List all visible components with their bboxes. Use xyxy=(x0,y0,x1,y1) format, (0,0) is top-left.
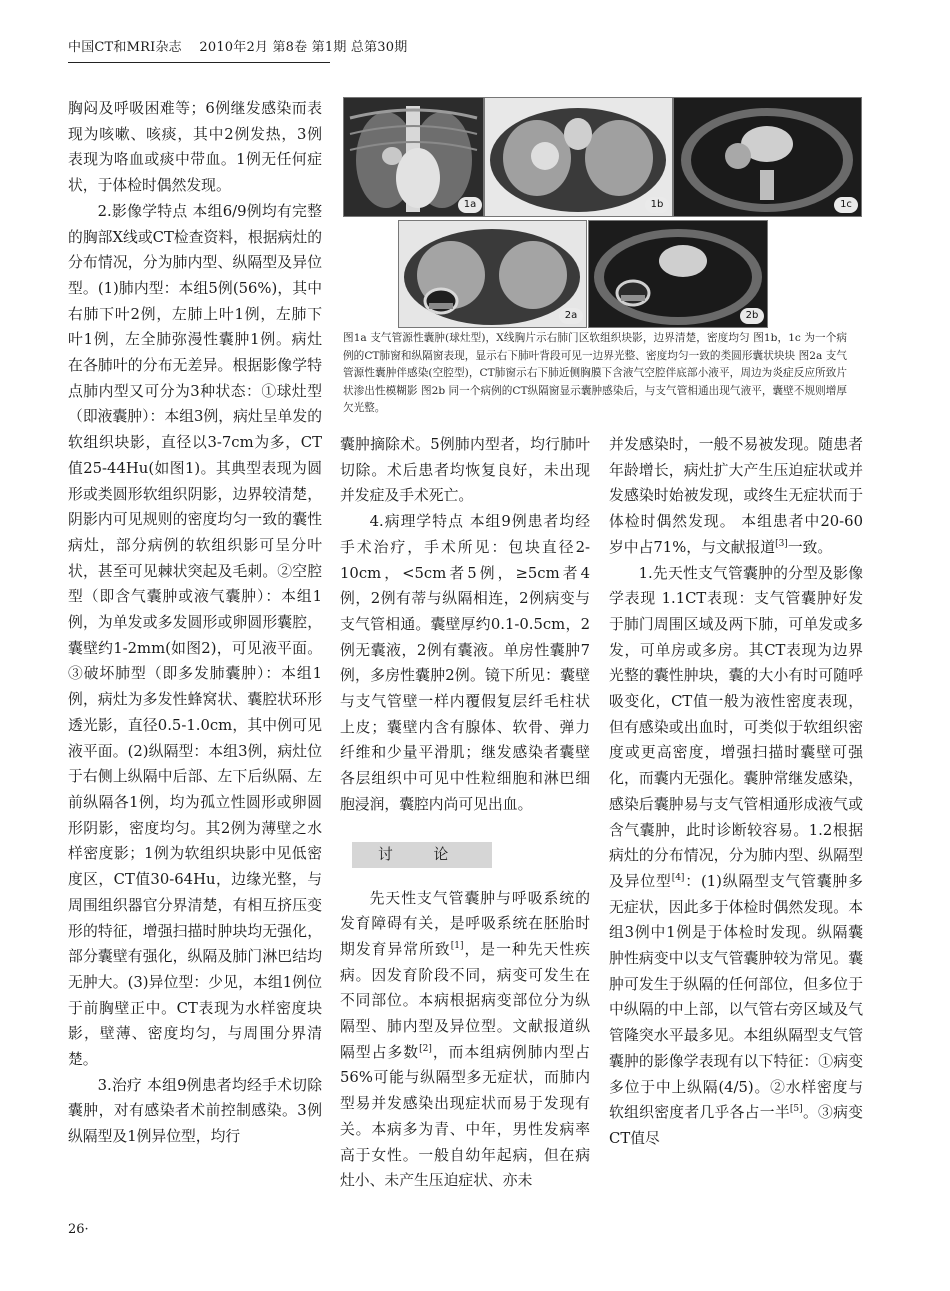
figure-label-2a: 2a xyxy=(559,308,583,324)
discussion-paragraph xyxy=(340,886,590,1194)
imaging-features-paragraph: 2.影像学特点 本组6/9例均有完整的胸部X线或CT检查资料，根据病灶的分布情况，分为肺内型、纵隔型及异位型。(1)肺内型：本组5例(56%)，其中右肺下叶2例，左肺上叶1例，左肺下叶1例，左全肺弥漫性囊肿1例。病灶在各肺叶的分布无差异。根据影像学特点肺内型又可分为3种状态：①球灶型（即液囊肿）：本组3例，病灶呈单发的软组织块影，直径以3-7cm为多，CT值25-44Hu(如图1)。其典型表现为圆形或类圆形软组织阴影，边界较清楚，阴影内可见规则的密度均匀一致的囊性病灶，部分病例的软组织影可呈分叶状，甚至可见棘状突起及毛刺。②空腔型（即含气囊肿或液气囊肿）：本组1例，为单发或多发圆形或卵圆形囊腔，囊壁约1-2mm(如图2)，可见液平面。③破坏肺型（即多发肺囊肿）：本组1例，病灶为多发性蜂窝状、囊腔状环形透光影，直径0.5-1.0cm，其中例可见液平面。(2)纵隔型：本组3例，病灶位于右侧上纵隔中后部、左下后纵隔、左前纵隔各1例，均为孤立性圆形或卵圆形阴影，密度均匀。其2例为薄壁之水样密度影；1例为软组织块影中见低密度区，CT值30-64Hu，边缘光整，与周围组织器官分界清楚，有相互挤压变形的特征，增强扫描时肿块均无强化，部分囊壁有强化，纵隔及肺门淋巴结均无肿大。(3)异位型：少见，本组1例位于前胸壁正中。CT表现为水样密度块影，壁薄、密度均匀，与周围分界清楚。 xyxy=(68,202,322,1069)
left-column xyxy=(68,96,322,1150)
treatment-paragraph: 3.治疗 本组9例患者均经手术切除囊肿，对有感染者术前控制感染。3例纵隔型及1例异位型，均行 xyxy=(68,1076,322,1146)
middle-column xyxy=(340,432,590,1194)
pathology-paragraph: 4.病理学特点 本组9例患者均经手术治疗，手术所见：包块直径2-10cm，<5cm者5例，≥5cm者4例，2例有蒂与纵隔相连，2例病变与支气管相通。囊壁厚约0.1-0.5cm，2例无囊液，2例有囊液。单房性囊肿7例，多房性囊肿2例。镜下所见：囊壁与支气管壁一样内覆假复层纤毛柱状上皮；囊壁内含有腺体、软骨、弹力纤维和少量平滑肌；继发感染者囊壁各层组织中可见中性粒细胞和淋巴细胞浸润，囊腔内尚可见出血。 xyxy=(340,513,590,813)
right-text-1a: 并发感染时，一般不易被发现。随患者年龄增长，病灶扩大产生压迫症状或并发感染时始被发现，或终生无症状而于体检时偶然发现。 本组患者中20-60岁中占71%，与文献报道 xyxy=(609,436,863,556)
figure-caption: 图1a 支气管源性囊肿(球灶型)，X线胸片示右肺门区软组织块影，边界清楚，密度均匀 图1b，1c 为一个病例的CT肺窗和纵隔窗表现，显示右下肺叶背段可见一边界光整、密度均匀一致的类圆形囊状块块 图2a 支气管源性囊肿伴感染(空腔型)，CT肺窗示右下肺近侧胸膜下含液气空腔伴底部小液平，周边为炎症反应所致片状渗出性模糊影 图2b 同一个病例的CT纵隔窗显示囊肿感染后，与支气管相通出现气液平，囊壁不规则增厚欠光整。 xyxy=(343,332,847,414)
reference-3: [3] xyxy=(775,538,788,549)
figure-2b-ct-mediastinum xyxy=(588,220,768,328)
discussion-text-a: 先天性支气管囊肿与呼吸系统的发育障碍有关，是呼吸系统在胚胎时期发育异常所致 xyxy=(340,889,590,958)
figure-label-1c: 1c xyxy=(834,197,858,213)
figure-1a-xray xyxy=(343,97,484,217)
figure-label-1a: 1a xyxy=(458,197,482,213)
page-number: 26· xyxy=(68,1222,89,1237)
figure-label-1b: 1b xyxy=(645,197,669,213)
discussion-heading: 讨 论 xyxy=(352,842,492,868)
reference-1: [1] xyxy=(450,941,464,952)
reference-4: [4] xyxy=(671,873,685,884)
classification-paragraph xyxy=(609,561,863,1152)
right-text-2c: 。③病变CT值尽 xyxy=(609,1104,863,1147)
discussion-text-b: ，是一种先天性疾病。因发育阶段不同，病变可发生在不同部位。本病根据病变部位分为纵隔型、肺内型及异位型。文献报道纵隔型占多数 xyxy=(340,940,590,1061)
journal-header: 中国CT和MRI杂志 2010年2月 第8卷 第1期 总第30期 xyxy=(68,40,408,55)
right-text-1b: 一致。 xyxy=(787,538,833,556)
figure-1b-ct-lung xyxy=(484,97,673,217)
figure-label-2b: 2b xyxy=(740,308,764,324)
reference-2: [2] xyxy=(419,1043,432,1054)
right-text-2b: ：(1)纵隔型支气管囊肿多无症状，因此多于体检时偶然发现。本组3例中1例是于体检时发现。纵隔囊肿性病变中以支气管囊肿较为常见。囊肿可发生于纵隔的任何部位，但多位于中纵隔的中上部，以气管右旁区域及气管隆突水平最多见。本组纵隔型支气管囊肿的影像学表现有以下特征：①病变多位于中上纵隔(4/5)。②水样密度与软组织密度者几乎各占一半 xyxy=(609,872,863,1122)
treatment-continued-paragraph: 囊肿摘除术。5例肺内型者，均行肺叶切除。术后患者均恢复良好，未出现并发症及手术死亡。 xyxy=(340,436,590,505)
header-rule xyxy=(68,62,330,63)
reference-5: [5] xyxy=(789,1104,803,1115)
right-column xyxy=(609,432,863,1152)
figure-1c-ct-mediastinum xyxy=(673,97,862,217)
left-paragraph-1: 胸闷及呼吸困难等；6例继发感染而表现为咳嗽、咳痰，其中2例发热，3例表现为咯血或痰中带血。1例无任何症状，于体检时偶然发现。 xyxy=(68,100,322,195)
right-paragraph-1 xyxy=(609,432,863,561)
figure-2a-ct-lung xyxy=(398,220,587,328)
discussion-text-c: ，而本组病例肺内型占56%可能与纵隔型多无症状，而肺内型易并发感染出现症状而易于发现有关。本病多为青、中年，男性发病率高于女性。一般自幼年起病，但在病灶小、未产生压迫症状、亦未 xyxy=(340,1043,590,1190)
right-text-2a: 1.先天性支气管囊肿的分型及影像学表现 1.1CT表现：支气管囊肿好发于肺门周围区域及两下肺，可单发或多发，可单房或多房。其CT表现为边界光整的囊性肿块，囊的大小有时可随呼吸变化，CT值一般为液性密度表现，但有感染或出血时，可类似于软组织密度或更高密度，增强扫描时囊壁可强化，而囊内无强化。囊肿常继发感染，感染后囊肿易与支气管相通形成液气或含气囊肿，此时诊断较容易。1.2根据病灶的分布情况，分为肺内型、纵隔型及异位型 xyxy=(609,564,863,890)
